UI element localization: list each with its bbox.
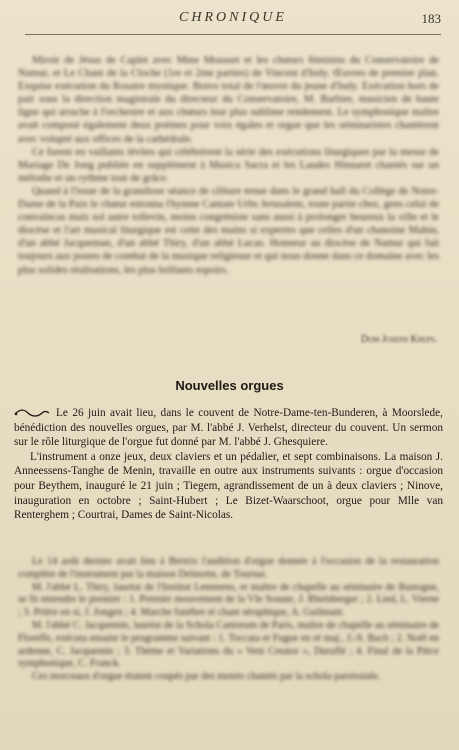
blurred-paragraph: M. l'abbé L. Thiry, lauréat de l'Institut Lemmens, et maître de chapelle au séminaire de Bastogne, se fit entendre le premier : 1. Premier mouvement de la VIe Sonate, J. Rheinberger ; 2. Lied, L. Vierne ; 3. Prière en si, J. Jongen ; 4. Marche funèbre et chant séraphique, A. Guilmant. (18, 581, 439, 619)
paragraph-text: Le 26 juin avait lieu, dans le couvent de Notre-Dame-ten-Bunderen, à Moorslede, bénédiction des nouvelles orgues, par M. l'abbé J. Verhelst, directeur du couvent. Un sermon sur le rôle liturgique de l'orgue fut donné par M. l'abbé J. Ghesquiere. (14, 407, 443, 449)
blurred-paragraph: Miroir de Jésus de Caplet avec Mme Mousset et les chœurs féminins du Conservatoire de Namur, et Le Chant de la Cloche (1re et 2me parties) de Vincent d'Indy. Œuvres de premier plan. Exquise exécution du Rosaire mystique. Bravo total de l'œuvre du jeune d'Indy. Exécution hors de pair sous la direction magistrale du directeur du Conservatoire, M. Barbier, musicien de haute ligne qui arrache à l'orchestre et aux chœurs leur plus sublime rendement. Le symphonique maître avait composé également deux poèmes pour voix égales et orgue que les séminaristes chantèrent avec volupté aux offices de la cathédrale. (18, 55, 439, 145)
article-paragraph-2: L'instrument a onze jeux, deux claviers et un pédalier, et sept combinaisons. La maison J. Anneessens-Tanghe de Menin, travaille en outre aux instruments suivants : orgue d'occasion pour Beythem, inauguré le 21 juin ; Tiegem, agrandissement de un à deux claviers ; Ninove, inauguration en octobre ; Saint-Hubert ; Le Bizet-Waarschoot, orgue pour Mlle van Renterghem ; Courtrai, Dames de Saint-Nicolas. (14, 450, 443, 522)
ornament-icon (14, 408, 50, 418)
running-title: CHRONIQUE (179, 10, 287, 25)
signature: Dom Joseph Kreps. (360, 334, 437, 345)
article-paragraph-1 (14, 406, 443, 450)
blurred-paragraph: Le 14 août dernier avait lieu à Bertrix l'audition d'orgue donnée à l'occasion de la restauration complète de l'instrument par la maison Delmotte, de Tournai. (18, 556, 439, 580)
blurred-paragraph: Quand à l'issue de la grandiose séance de clôture tenue dans le grand hall du Collège de Notre-Dame de la Paix le chœur entonna l'hymne Cantate Urbs Jerusalem, toute partie chez, gens celui de convaincus mais sol autre tollevin, moins congréniste sans aussi à prolonger heureux la ville et le diocèse et l'art musical liturgique est cette des mains si expertes que celles d'un chanoine Mahin, d'un abbé Jacqueman, d'un abbé Thiry, d'un abbé Lucas. Honneur au diocèse de Namur qui fait toujours aux postes de combat de la musique religieuse et qui nous donne dans ce domaine avec les plus solides réalisations, les plus brillants espoirs. (18, 185, 439, 276)
header-rule (25, 34, 441, 35)
section-title: Nouvelles orgues (175, 378, 284, 393)
page-header (25, 8, 441, 32)
blurred-paragraph: Ces morceaux d'orgue étaient coupés par des motets chantés par la schola paroissiale. (32, 671, 381, 683)
blurred-text-top (18, 54, 439, 277)
blurred-paragraph: M. l'abbé C. Jacquemin, lauréat de la Schola Cantorum de Paris, maître de chapelle au séminaire de Floreffe, exécuta ensuite le programme suivant : 1. Toccata et Fugue en ré maj., J.-S. Bach ; 2. Noël en ardenne, C. Jacquemin ; 3. Thème et Variations du « Veni Creator », Duruflé ; 4. Final de la Pièce symphonique, C. Franck. (18, 619, 439, 670)
blurred-text-bottom (18, 556, 439, 684)
article-body (14, 406, 443, 523)
blurred-paragraph: Ce furent en vaillants lévites qui célébrèrent la série des exécutions liturgiques par la messe de Mariage De Jong publiée en supplément à Musica Sacra et les Laudes Hinnaret chantés sur un mélodie et un rythme tout de grâce. (18, 146, 439, 184)
page-number: 183 (421, 11, 441, 26)
